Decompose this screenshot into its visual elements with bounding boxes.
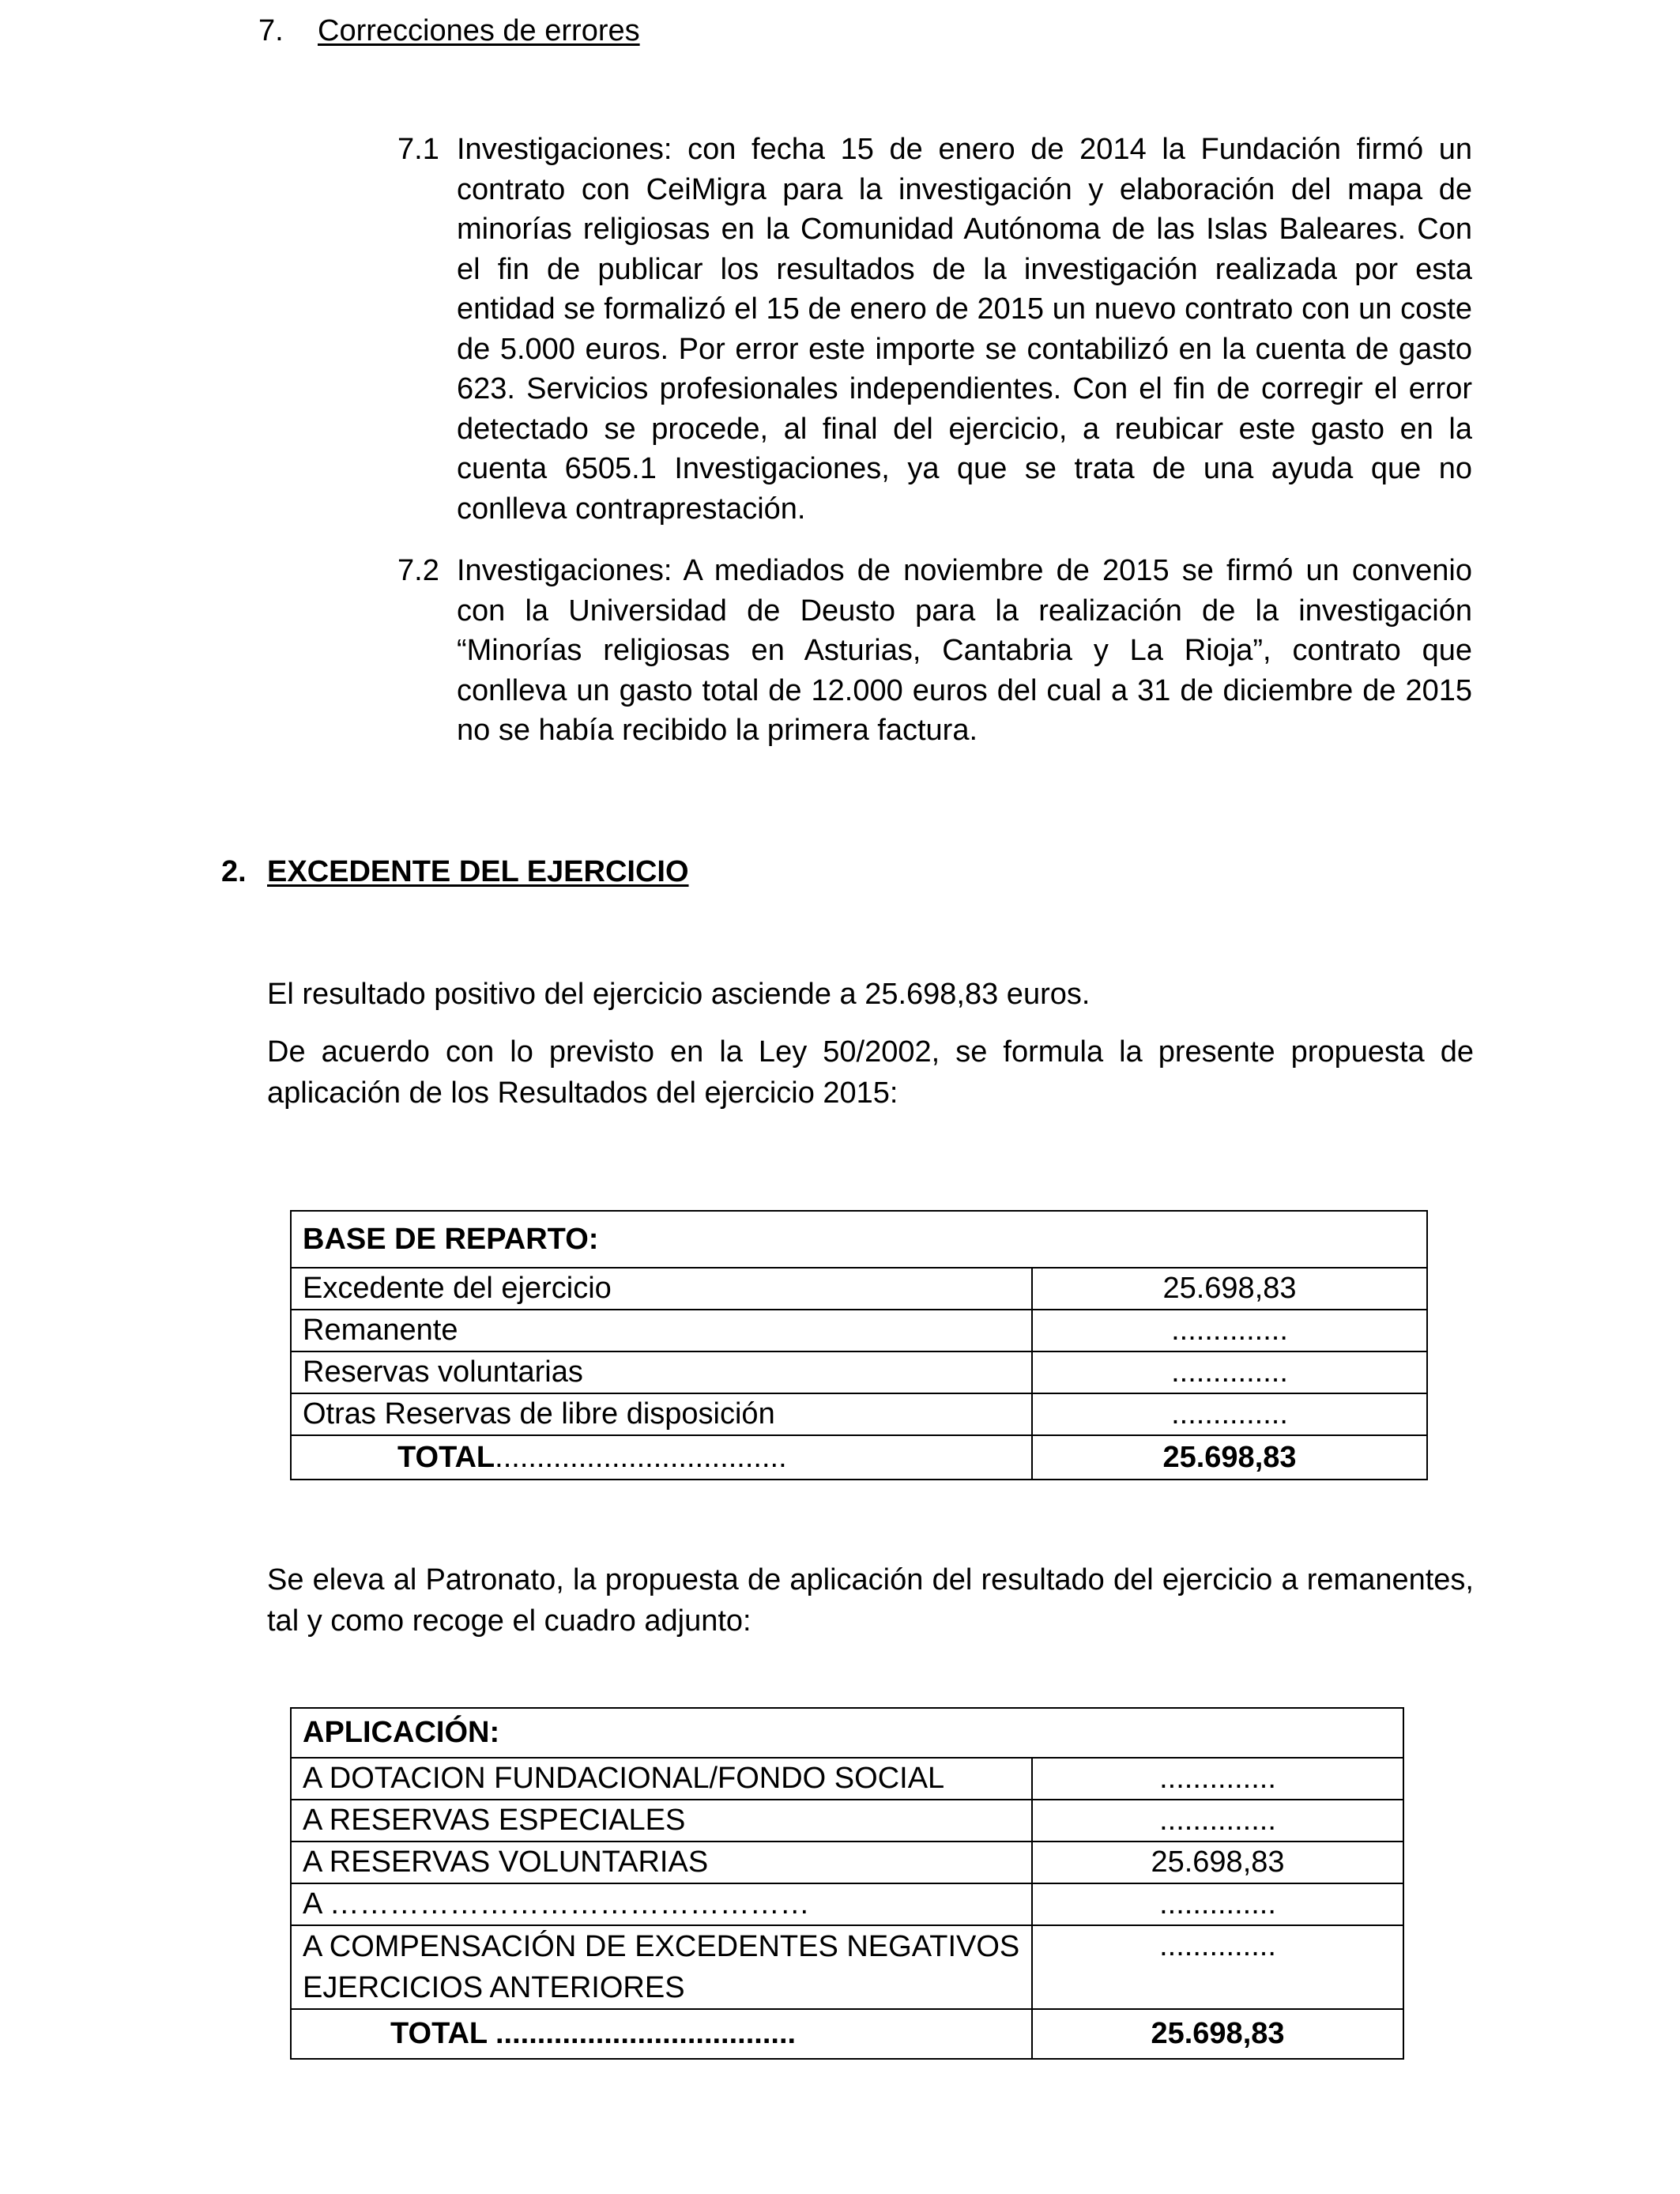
row-label: Remanente <box>291 1310 1032 1351</box>
row-value: .............. <box>1032 1351 1427 1393</box>
section-2-number: 2. <box>221 855 247 888</box>
item-text: Investigaciones: A mediados de noviembre de 2015 se firmó un convenio con la Universidad de Deusto para la realización de la investigación “Minorías religiosas en Asturias, Cantabria y La Rioja”, contrato que conlleva un gasto total de 12.000 euros del cual a 31 de diciembre de 2015 no se había recibido la primera factura. <box>457 554 1472 747</box>
section-7-number: 7. <box>258 14 284 47</box>
row-label: A DOTACION FUNDACIONAL/FONDO SOCIAL <box>291 1758 1032 1800</box>
section-2-heading <box>221 853 689 891</box>
section-2-title: EXCEDENTE DEL EJERCICIO <box>267 855 689 888</box>
row-value: .............. <box>1032 1883 1403 1925</box>
row-label: Otras Reservas de libre disposición <box>291 1393 1032 1435</box>
row-label: Excedente del ejercicio <box>291 1268 1032 1310</box>
row-label: A RESERVAS ESPECIALES <box>291 1800 1032 1842</box>
section-7-title: Correcciones de errores <box>318 14 640 47</box>
table-header: BASE DE REPARTO: <box>291 1211 1427 1268</box>
total-dots: ................................... <box>495 1440 787 1474</box>
aplicacion-table <box>290 1707 1404 2060</box>
total-label: TOTAL .................................... <box>291 2009 1032 2059</box>
section-7-heading <box>258 12 640 50</box>
total-value: 25.698,83 <box>1032 2009 1403 2059</box>
row-label: A ………………………………………… <box>291 1883 1032 1925</box>
table-header: APLICACIÓN: <box>291 1708 1403 1758</box>
item-number: 7.1 <box>397 133 439 166</box>
base-de-reparto-table <box>290 1210 1428 1480</box>
row-value: 25.698,83 <box>1032 1842 1403 1883</box>
total-value: 25.698,83 <box>1032 1435 1427 1480</box>
proposal-paragraph: De acuerdo con lo previsto en la Ley 50/2002, se formula la presente propuesta de aplicación de los Resultados del ejercicio 2015: <box>267 1035 1474 1110</box>
row-label: A COMPENSACIÓN DE EXCEDENTES NEGATIVOS EJERCICIOS ANTERIORES <box>291 1925 1032 2009</box>
row-value: .............. <box>1032 1758 1403 1800</box>
row-value: .............. <box>1032 1925 1403 2009</box>
row-value: .............. <box>1032 1800 1403 1842</box>
item-number: 7.2 <box>397 554 439 587</box>
row-value: .............. <box>1032 1393 1427 1435</box>
row-label: A RESERVAS VOLUNTARIAS <box>291 1842 1032 1883</box>
total-label-cell <box>291 1435 1032 1480</box>
total-label: TOTAL <box>397 1440 495 1474</box>
row-value: .............. <box>1032 1310 1427 1351</box>
row-label: Reservas voluntarias <box>291 1351 1032 1393</box>
row-value: 25.698,83 <box>1032 1268 1427 1310</box>
patronato-paragraph: Se eleva al Patronato, la propuesta de aplicación del resultado del ejercicio a remanentes, tal y como recoge el cuadro adjunto: <box>267 1563 1474 1638</box>
result-paragraph: El resultado positivo del ejercicio asciende a 25.698,83 euros. <box>267 978 1090 1011</box>
item-text: Investigaciones: con fecha 15 de enero de 2014 la Fundación firmó un contrato con CeiMigra para la investigación y elaboración del mapa de minorías religiosas en la Comunidad Autónoma de las Islas Baleares. Con el fin de publicar los resultados de la investigación realizada por esta entidad se formalizó el 15 de enero de 2015 un nuevo contrato con un coste de 5.000 euros. Por error este importe se contabilizó en la cuenta de gasto 623. Servicios profesionales independientes. Con el fin de corregir el error detectado se procede, al final del ejercicio, a reubicar este gasto en la cuenta 6505.1 Investigaciones, ya que se trata de una ayuda que no conlleva contraprestación. <box>457 133 1472 526</box>
